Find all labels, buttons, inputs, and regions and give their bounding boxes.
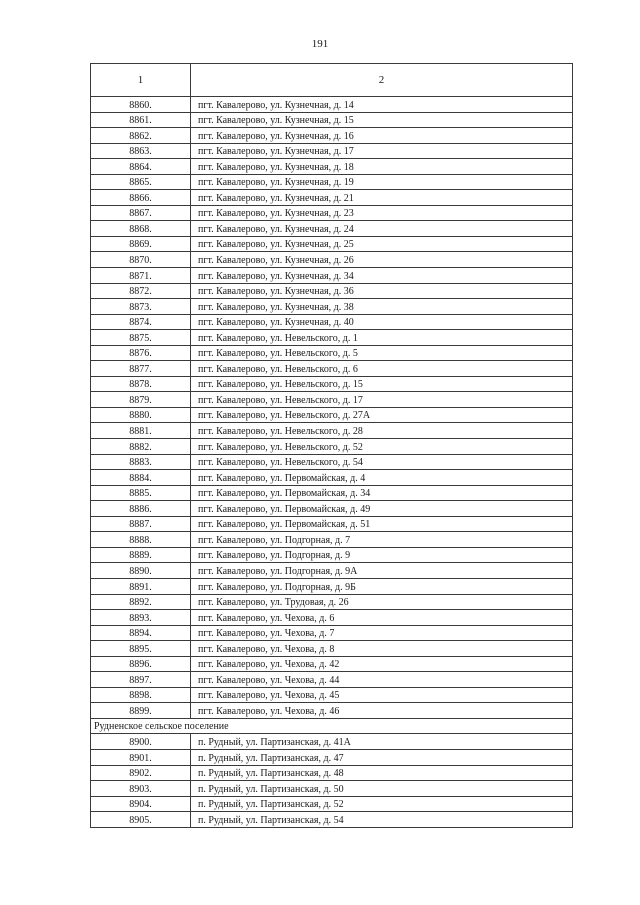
row-number: 8892. [91,594,191,610]
row-number: 8882. [91,439,191,455]
table-row [91,563,573,579]
table-row [91,174,573,190]
table-row [91,376,573,392]
row-address: пгт. Кавалерово, ул. Кузнечная, д. 14 [191,97,573,113]
table-row [91,97,573,113]
row-address: пгт. Кавалерово, ул. Чехова, д. 7 [191,625,573,641]
row-number: 8891. [91,578,191,594]
table-row [91,470,573,486]
row-address: пгт. Кавалерово, ул. Подгорная, д. 9А [191,563,573,579]
column-header-number: 1 [91,64,191,97]
table-body-settlement-rows [91,97,573,719]
row-number: 8885. [91,485,191,501]
table-row [91,610,573,626]
row-number: 8903. [91,781,191,797]
row-number: 8899. [91,703,191,719]
row-number: 8865. [91,174,191,190]
table-row [91,190,573,206]
row-address: пгт. Кавалерово, ул. Невельского, д. 28 [191,423,573,439]
row-number: 8884. [91,470,191,486]
table-row [91,454,573,470]
table-row [91,516,573,532]
row-number: 8871. [91,268,191,284]
section-heading: Рудненское сельское поселение [91,718,573,734]
page-number: 191 [311,38,329,50]
row-number: 8860. [91,97,191,113]
table-row [91,594,573,610]
row-number: 8874. [91,314,191,330]
row-number: 8866. [91,190,191,206]
row-number: 8896. [91,656,191,672]
row-address: п. Рудный, ул. Партизанская, д. 54 [191,812,573,828]
table-row [91,205,573,221]
row-address: пгт. Кавалерово, ул. Чехова, д. 6 [191,610,573,626]
row-address: пгт. Кавалерово, ул. Кузнечная, д. 24 [191,221,573,237]
table-row [91,687,573,703]
row-address: пгт. Кавалерово, ул. Кузнечная, д. 21 [191,190,573,206]
row-number: 8901. [91,749,191,765]
row-number: 8876. [91,345,191,361]
table-section [91,718,573,734]
row-address: пгт. Кавалерово, ул. Чехова, д. 45 [191,687,573,703]
table-row [91,749,573,765]
table-row [91,812,573,828]
row-number: 8869. [91,236,191,252]
table-row [91,439,573,455]
table-row [91,672,573,688]
row-address: пгт. Кавалерово, ул. Кузнечная, д. 16 [191,128,573,144]
table-row [91,423,573,439]
row-address: пгт. Кавалерово, ул. Первомайская, д. 34 [191,485,573,501]
row-number: 8875. [91,330,191,346]
row-address: пгт. Кавалерово, ул. Кузнечная, д. 18 [191,159,573,175]
table-header-row [91,64,573,97]
row-address: пгт. Кавалерово, ул. Невельского, д. 1 [191,330,573,346]
table-row [91,299,573,315]
row-address: пгт. Кавалерово, ул. Чехова, д. 8 [191,641,573,657]
row-number: 8889. [91,547,191,563]
table-row [91,361,573,377]
row-address: п. Рудный, ул. Партизанская, д. 48 [191,765,573,781]
row-address: пгт. Кавалерово, ул. Первомайская, д. 49 [191,501,573,517]
table-row [91,578,573,594]
row-number: 8881. [91,423,191,439]
row-number: 8898. [91,687,191,703]
table-row [91,407,573,423]
column-header-address: 2 [191,64,573,97]
row-address: п. Рудный, ул. Партизанская, д. 41А [191,734,573,750]
row-number: 8902. [91,765,191,781]
row-address: п. Рудный, ул. Партизанская, д. 47 [191,749,573,765]
row-number: 8878. [91,376,191,392]
table-row [91,656,573,672]
table-row [91,221,573,237]
row-number: 8887. [91,516,191,532]
row-number: 8862. [91,128,191,144]
row-number: 8900. [91,734,191,750]
row-address: п. Рудный, ул. Партизанская, д. 50 [191,781,573,797]
table-row [91,796,573,812]
table-row [91,641,573,657]
row-address: пгт. Кавалерово, ул. Первомайская, д. 4 [191,470,573,486]
row-number: 8861. [91,112,191,128]
row-number: 8905. [91,812,191,828]
row-address: п. Рудный, ул. Партизанская, д. 52 [191,796,573,812]
table-row [91,703,573,719]
row-number: 8904. [91,796,191,812]
table-row [91,532,573,548]
row-number: 8888. [91,532,191,548]
table-row [91,268,573,284]
row-number: 8879. [91,392,191,408]
table-row [91,236,573,252]
row-number: 8886. [91,501,191,517]
row-address: пгт. Кавалерово, ул. Кузнечная, д. 34 [191,268,573,284]
row-number: 8895. [91,641,191,657]
row-address: пгт. Кавалерово, ул. Кузнечная, д. 36 [191,283,573,299]
table-row [91,330,573,346]
row-address: пгт. Кавалерово, ул. Кузнечная, д. 23 [191,205,573,221]
row-address: пгт. Кавалерово, ул. Подгорная, д. 9 [191,547,573,563]
row-address: пгт. Кавалерово, ул. Невельского, д. 27А [191,407,573,423]
row-address: пгт. Кавалерово, ул. Чехова, д. 42 [191,656,573,672]
row-address: пгт. Кавалерово, ул. Чехова, д. 46 [191,703,573,719]
row-address: пгт. Кавалерово, ул. Кузнечная, д. 26 [191,252,573,268]
row-number: 8872. [91,283,191,299]
row-number: 8864. [91,159,191,175]
table-row [91,345,573,361]
row-address: пгт. Кавалерово, ул. Невельского, д. 52 [191,439,573,455]
row-address: пгт. Кавалерово, ул. Невельского, д. 54 [191,454,573,470]
row-address: пгт. Кавалерово, ул. Подгорная, д. 9Б [191,578,573,594]
row-number: 8877. [91,361,191,377]
table-row [91,547,573,563]
row-address: пгт. Кавалерово, ул. Чехова, д. 44 [191,672,573,688]
row-address: пгт. Кавалерово, ул. Невельского, д. 5 [191,345,573,361]
row-number: 8870. [91,252,191,268]
row-number: 8873. [91,299,191,315]
row-address: пгт. Кавалерово, ул. Трудовая, д. 26 [191,594,573,610]
row-address: пгт. Кавалерово, ул. Кузнечная, д. 17 [191,143,573,159]
table-row [91,314,573,330]
row-address: пгт. Кавалерово, ул. Невельского, д. 15 [191,376,573,392]
row-number: 8897. [91,672,191,688]
row-number: 8893. [91,610,191,626]
table-row [91,143,573,159]
row-number: 8868. [91,221,191,237]
table-row [91,128,573,144]
row-number: 8863. [91,143,191,159]
table-row [91,765,573,781]
table-row [91,283,573,299]
row-number: 8894. [91,625,191,641]
row-address: пгт. Кавалерово, ул. Подгорная, д. 7 [191,532,573,548]
address-table [90,63,573,828]
row-number: 8883. [91,454,191,470]
row-number: 8890. [91,563,191,579]
table-row [91,501,573,517]
row-address: пгт. Кавалерово, ул. Первомайская, д. 51 [191,516,573,532]
row-address: пгт. Кавалерово, ул. Кузнечная, д. 25 [191,236,573,252]
table-row [91,485,573,501]
section-heading-row [91,718,573,734]
row-address: пгт. Кавалерово, ул. Кузнечная, д. 38 [191,299,573,315]
table-body-section-rows [91,734,573,827]
row-number: 8867. [91,205,191,221]
table-row [91,781,573,797]
row-address: пгт. Кавалерово, ул. Кузнечная, д. 19 [191,174,573,190]
table-row [91,159,573,175]
table-row [91,112,573,128]
table-row [91,734,573,750]
row-address: пгт. Кавалерово, ул. Кузнечная, д. 40 [191,314,573,330]
table-row [91,252,573,268]
row-address: пгт. Кавалерово, ул. Кузнечная, д. 15 [191,112,573,128]
table-row [91,392,573,408]
table-row [91,625,573,641]
row-address: пгт. Кавалерово, ул. Невельского, д. 17 [191,392,573,408]
row-number: 8880. [91,407,191,423]
row-address: пгт. Кавалерово, ул. Невельского, д. 6 [191,361,573,377]
